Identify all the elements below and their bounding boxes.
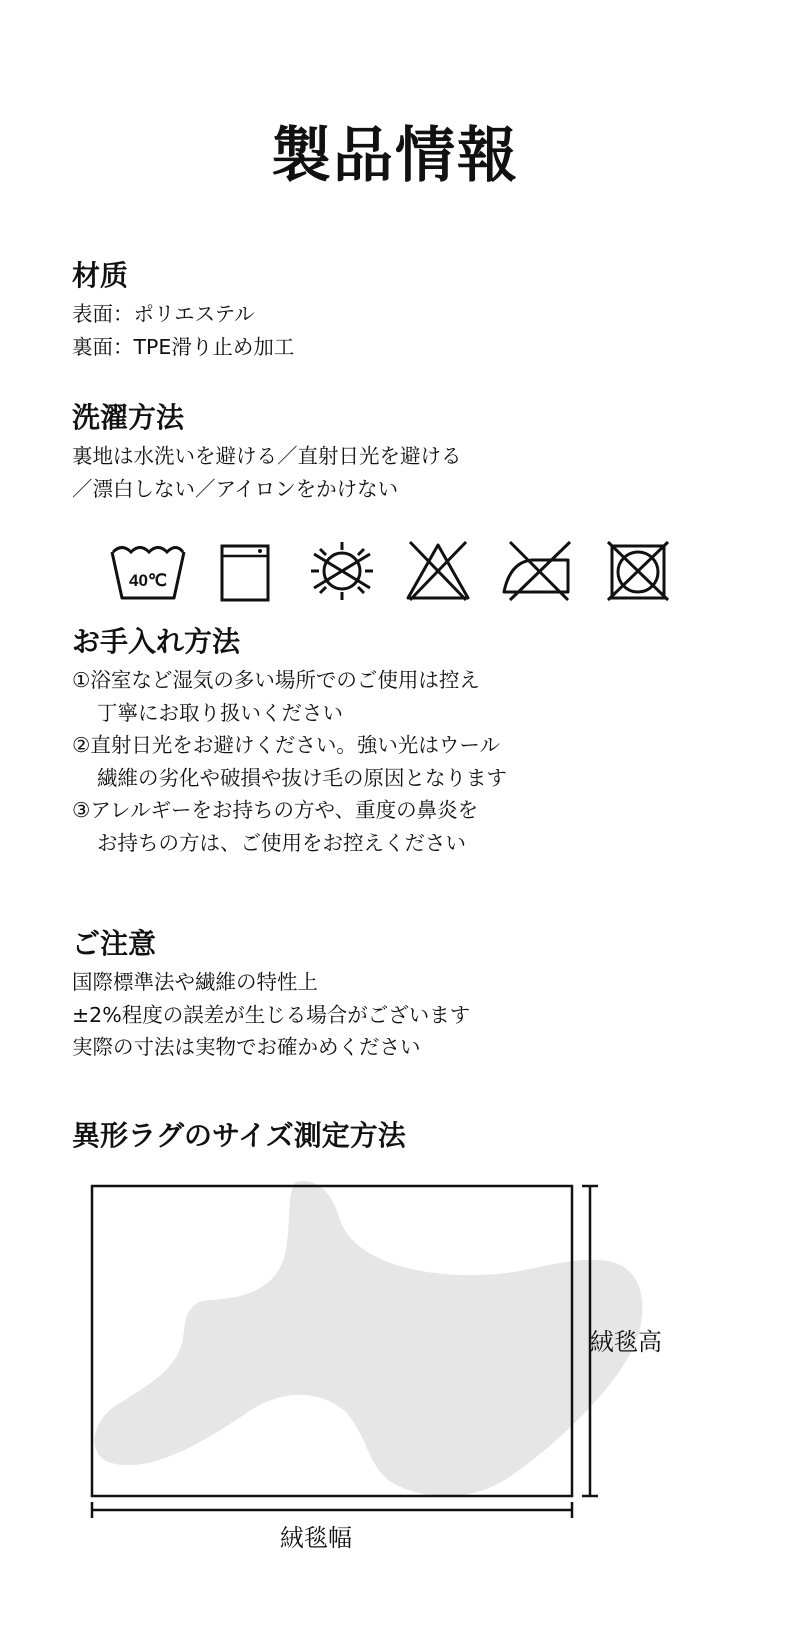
care-item-1-second: 丁寧にお取り扱いください	[97, 700, 343, 725]
height-label: 絨毯高	[590, 1328, 662, 1356]
care-item-1	[72, 664, 752, 729]
care-item-2-first: ②直射日光をお避けください。強い光はウール	[72, 733, 500, 757]
width-label: 絨毯幅	[280, 1524, 352, 1552]
washing-line-1: 裏地は水洗いを避ける／直射日光を避ける	[72, 444, 462, 468]
no-dry-clean-icon	[606, 540, 670, 602]
measurement-heading: 異形ラグのサイズ測定方法	[72, 1119, 406, 1152]
care-heading: お手入れ方法	[72, 625, 241, 658]
notice-line-2: ±2%程度の誤差が生じる場合がございます	[72, 1002, 471, 1027]
care-symbols	[110, 540, 680, 602]
material-heading: 材质	[72, 259, 129, 292]
care-item-2	[72, 729, 752, 794]
care-item-3-first: ③アレルギーをお持ちの方や、重度の鼻炎を	[72, 798, 479, 822]
care-item-1-first: ①浴室など湿気の多い場所でのご使用は控え	[72, 668, 480, 692]
material-back: 裏面：TPE滑り止め加工	[72, 334, 295, 359]
material-section	[72, 256, 752, 363]
material-surface: 表面：ポリエステル	[72, 302, 255, 326]
rug-shape	[95, 1181, 643, 1496]
washing-line-2: ／漂白しない／アイロンをかけない	[72, 476, 399, 501]
care-section	[72, 622, 752, 859]
washing-section	[72, 398, 752, 505]
notice-section	[72, 924, 752, 1064]
wash-temp-label: 40℃	[128, 571, 168, 590]
page-title: 製品情報	[271, 121, 519, 191]
measurement-section	[72, 1116, 752, 1156]
care-item-2-second: 繊維の劣化や破損や抜け毛の原因となります	[97, 765, 507, 790]
no-bleach-icon	[405, 540, 471, 602]
notice-line-1: 国際標準法や繊維の特性上	[72, 970, 318, 994]
washing-heading: 洗濯方法	[72, 401, 185, 434]
tumble-dry-icon	[220, 540, 270, 602]
width-dimension-line	[92, 1502, 572, 1518]
wash-tub-40-icon	[110, 540, 186, 602]
no-sun-dry-icon	[308, 540, 376, 602]
care-item-3-second: お持ちの方は、ご使用をお控えください	[97, 830, 466, 855]
measurement-diagram	[88, 1180, 688, 1560]
care-item-3	[72, 794, 752, 859]
no-iron-icon	[502, 540, 574, 602]
notice-heading: ご注意	[72, 927, 157, 960]
notice-line-3: 実際の寸法は実物でお確かめください	[72, 1035, 421, 1059]
